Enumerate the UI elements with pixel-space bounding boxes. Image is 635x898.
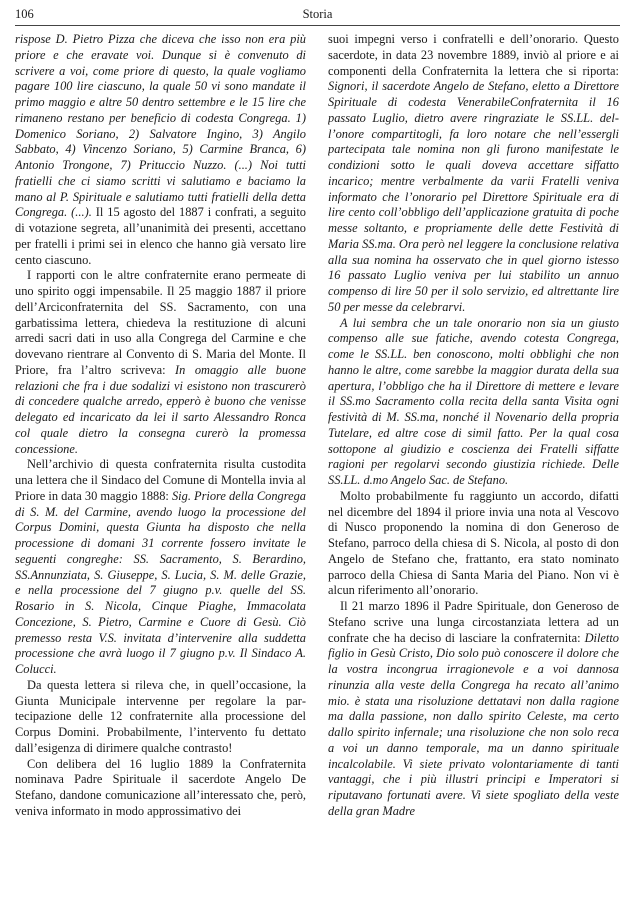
paragraph: [328, 489, 619, 599]
running-title: Storia: [302, 7, 333, 21]
body-text: suoi impegni verso i confratelli e dell’onorario. Questo sacerdote, in data 23 novembre 1889, inviò al priore e ai componenti della Confraternita la lettera che si riporta:: [328, 32, 619, 78]
body-text: Da questa lettera si rileva che, in quell’occasione, la Giunta Municipale intervenne per regolare la partecipazione delle 12 confraternite alla processione del Corpus Domini. Probabilmente, l’intervento fu dettato dall’esigenza di dirimere qualche contrasto!: [15, 677, 306, 755]
paragraph: [328, 32, 619, 316]
page-number: 106: [15, 7, 34, 21]
paragraph: [15, 268, 306, 457]
page-header: [15, 7, 620, 23]
paragraph: [15, 757, 306, 820]
quoted-text: A lui sembra che un tale onorario non sia un giusto compenso alle sue fatiche, avendo cotesta Congrega, come le SS.LL. ben conoscono, molti obblighi che non hanno le altre, come sarebbe la maggior durata della sua apertura, l’obbligo che ha il Direttore di mettere e levare il SS.mo Sacramento colla recita della santa Visita ogni festività di M. SS.ma, nonché il Novenario della propria Tutelare, ed altre cose di simil fatto. Per la qual cosa sottopone al giudizio e coscienza dei Fratelli siffatte ragioni per regolarvi secondo giustizia richiede. Delle SS.LL. d.mo Angelo Sac. de Stefano.: [328, 315, 619, 487]
body-text: I rapporti con le altre confraternite erano permeate di uno spirito oggi impensabile. Il 25 maggio 1887 il priore dell’Arciconfraternita del SS. Sacramento, con una garbatissima lettera, chiedeva la restituzione di alcuni arredi sacri dati in uso alla Congrega del Carmine e che dovevano rientrare al Convento di S. Maria del Monte. Il Priore, fra l’altro scriveva:: [15, 268, 306, 377]
quoted-text: Signori, il sacerdote Angelo de Stefano, eletto a Direttore Spirituale di codesta VenerabileConfraternita il 16 passato Luglio, dietro avere ringraziate le SS.LL. dell’onore compartitogli, fa loro notare che nell’essergli partecipata tale nomina non gli furono manifestate le condizioni sotto le quali doveva accettare siffatto incarico; mentre verbalmente da varii Fratelli veniva informato che l’onorario pel Direttore Spirituale era di lire cento coll’obbligo dell’applicazione gratuita di poche messe soltanto, e propriamente delle dette Festività di Maria SS.ma. Ora però nel leggere la conclusione relativa alla sua nomina ha osservato che in quel giorno istesso 16 passato Luglio veniva per lui stabilito un annuo compenso di lire 50 per il solo servizio, ed altrettante lire 50 per messe da celebrarvi.: [328, 79, 619, 314]
left-column: [15, 32, 306, 894]
header-rule: [15, 25, 620, 26]
paragraph: [15, 32, 306, 268]
body-text: Il 15 agosto del 1887 i confrati, a seguito di votazione segreta, all’unanimità dei presenti, accettano per fratelli i primi sei in elenco che hanno già versato lire cento ciascuno.: [15, 205, 306, 267]
paragraph: [328, 599, 619, 820]
quoted-text: Diletto figlio in Gesù Cristo, Dio solo può conoscere il dolore che la vostra incongrua irragionevole e a voi dannosa rinunzia alla veste della Congrega ha recato all’animo mio. è stata una risoluzione dettatavi non dalla ragione ma dalla passione, non dallo spirito Celeste, ma certo dallo spirito infernale; una risoluzione che non solo reca a voi un danno temporale, ma un danno spirituale incalcolabile. Vi siete privato volontariamente di tanti vantaggi, che i più illustri principi e Imperatori si riputavano fortunati avere. Vi siete spogliato della veste della gran Madre: [328, 630, 619, 818]
quoted-text: risposе D. Pietro Pizza che diceva che isso non era più priore e che eravate voi. Dunque si è convenuto di scrivere a voi, come priore di questo, la quale vogliamo pagare 100 lire ciascuno, la quale 50 vi sono mandate il primo maggio e altre 50 dentro settembre e le 15 lire che rimaneno restano per beneficio di codesta Congrega. 1) Domenico Soriano, 2) Salvatore Ingino, 3) Angilo Sabbato, 4) Vincenzo Soriano, 5) Carmine Branca, 6) Antonio Trongone, 7) Prituccio Nuzzo. (...) Noi tutti fratielli che ci siamo scritti vi salutiamo e baciamo la mano al P. Spirituale e salutiamo tutti fratielli della detta Congrega. (...).: [15, 32, 306, 220]
body-text: Nell’archivio di questa confraternita risulta custodita una lettera che il Sindaco del Comune di Montella invia al Priore in data 30 maggio 1888:: [15, 457, 306, 503]
paragraph: [15, 457, 306, 678]
body-text: Molto probabilmente fu raggiunto un accordo, difatti nel dicembre del 1894 il priore invia una nota al Vescovo di Nusco proponendo la nomina di don Generoso de Stefano, parroco della chiesa di S. Nicola, al posto di don Angelo de Stefano che, frattanto, era stato nominato parroco della Chiesa di Santa Maria del Piano. Non vi è alcun riferimento all’onorario.: [328, 488, 619, 598]
quoted-text: Sig. Priore della Congrega di S. M. del Carmine, avendo luogo la processione del Corpus Domini, questa Giunta ha disposto che nella processione di domani 31 corrente fossero invitate le seguenti congreghe: SS. Sacramento, S. Berardino, SS.Annunziata, S. Giuseppe, S. Lucia, S. M. delle Grazie, e nella processione del 7 giugno p.v. quelle del SS. Rosario in S. Nicola, Cinque Piaghe, Immacolata Concezione, S. Pietro, Carmine e Cuore di Gesù. Ciò premesso resta V.S. invitata d’intervenire alla suddetta processione che avrà luogo il 7 giugno p.v. Il Sindaco A. Colucci.: [15, 488, 306, 676]
paragraph: [328, 316, 619, 489]
body-text: Il 21 marzo 1896 il Padre Spirituale, don Generoso de Stefano scrive una lunga circostanziata lettera ad un confrate che ha deciso di lasciare la confraternita:: [328, 599, 619, 645]
paragraph: [15, 678, 306, 757]
quoted-text: In omaggio alle buone relazioni che fra i due sodalizi vi esistono non trascurerò di concedere qualche arredo, epperò è buono che venisse delegato ed incaricato da lei il sarto Alessandro Ronca col quale dietro la consegna curerò la promessa concessione.: [15, 362, 306, 456]
right-column: [328, 32, 619, 894]
body-text: Con delibera del 16 luglio 1889 la Confraternita nominava Padre Spirituale il sacerdote Angelo De Stefano, dandone comunicazione all’interessato che, però, veniva informato in modo approssimativo dei: [15, 756, 306, 818]
